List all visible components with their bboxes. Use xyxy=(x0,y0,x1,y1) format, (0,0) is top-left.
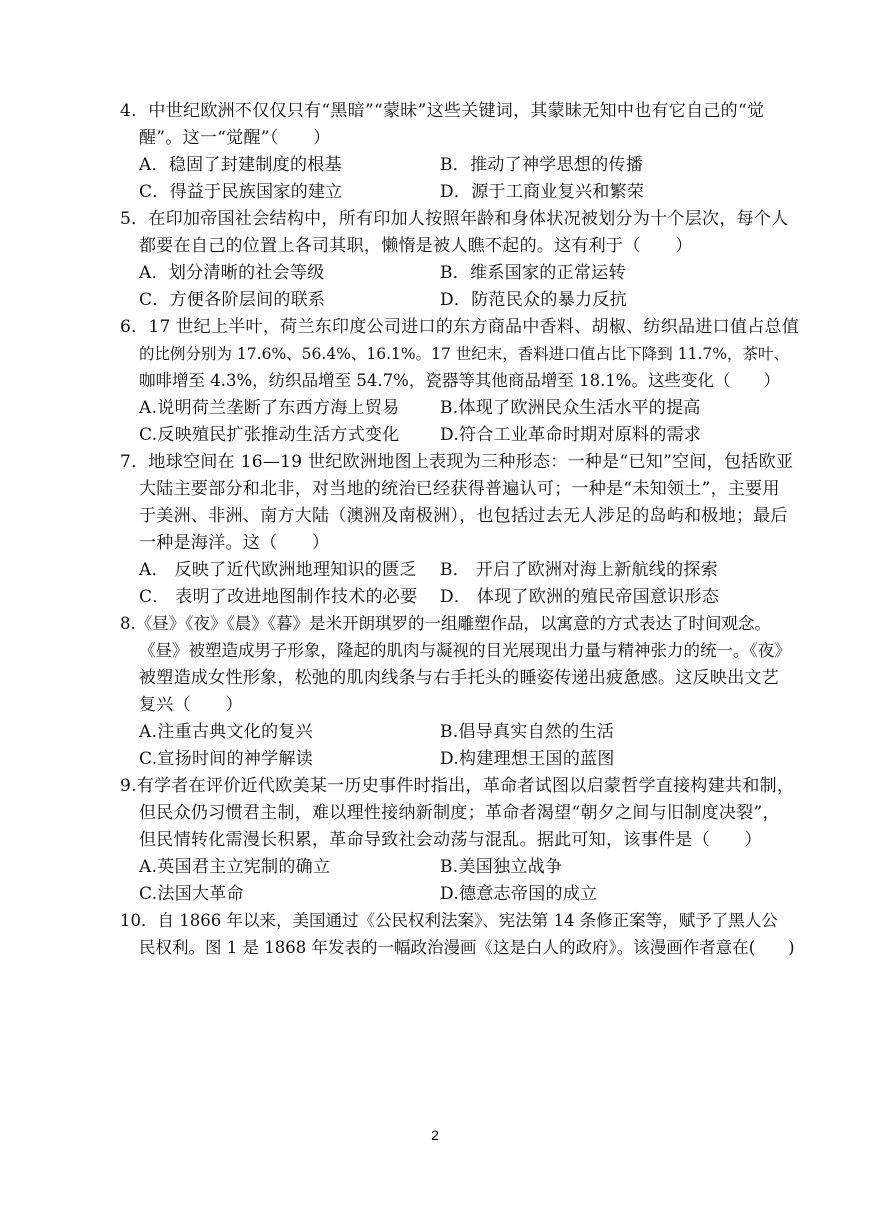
question-8-line-3: 被塑造成女性形象，松弛的肌肉线条与右手托头的睡姿传递出疲惫感。这反映出文艺 xyxy=(139,668,780,688)
question-8-line-1: 8.《昼》《夜》《晨》《暮》是米开朗琪罗的一组雕塑作品，以寓意的方式表达了时间观念。 xyxy=(120,614,771,633)
question-4-option-d: D．源于工商业复兴和繁荣 xyxy=(440,182,645,202)
question-9-line-1: 9.有学者在评价近代欧美某一历史事件时指出，革命者试图以启蒙哲学直接构建共和制， xyxy=(120,776,795,796)
question-9-option-d: D.德意志帝国的成立 xyxy=(440,884,598,904)
question-7-line-2: 大陆主要部分和北非，对当地的统治已经获得普遍认可；一种是“未知领土”，主要用 xyxy=(139,479,780,499)
question-7-line-1: 7．地球空间在 16—19 世纪欧洲地图上表现为三种形态：一种是“已知”空间，包括欧亚 xyxy=(120,452,794,472)
question-10-line-2: 民权利。图 1 是 1868 年发表的一幅政治漫画《这是白人的政府》。该漫画作者意在( ) xyxy=(139,938,795,957)
question-7-option-d: D． 体现了欧洲的殖民帝国意识形态 xyxy=(440,587,720,607)
question-9-line-3: 但民情转化需漫长积累，革命导致社会动荡与混乱。据此可知，该事件是（ ） xyxy=(139,830,762,850)
question-9-option-a: A.英国君主立宪制的确立 xyxy=(139,857,331,877)
question-6-option-a: A.说明荷兰垄断了东西方海上贸易 xyxy=(139,398,400,418)
question-5-option-d: D．防范民众的暴力反抗 xyxy=(440,290,627,310)
question-8-line-2: 《昼》被塑造成男子形象，隆起的肌肉与凝视的目光展现出力量与精神张力的统一。《夜》 xyxy=(139,641,791,660)
question-5-line-1: 5．在印加帝国社会结构中，所有印加人按照年龄和身体状况被划分为十个层次，每个人 xyxy=(120,209,789,229)
question-9-option-c: C.法国大革命 xyxy=(139,884,244,904)
question-9-line-2: 但民众仍习惯君主制，难以理性接纳新制度；革命者渴望“朝夕之间与旧制度决裂”， xyxy=(139,803,780,823)
question-8-option-c: C.宣扬时间的神学解读 xyxy=(139,749,314,769)
question-7-option-c: C． 表明了改进地图制作技术的必要 xyxy=(139,587,418,607)
question-7-line-4: 一种是海洋。这（ ） xyxy=(139,533,330,553)
question-5-option-a: A．划分清晰的社会等级 xyxy=(139,263,325,283)
question-6-line-2: 的比例分别为 17.6%、56.4%、16.1%。17 世纪末，香料进口值占比下降到 11.7%，茶叶、 xyxy=(139,345,789,363)
question-8-option-d: D.构建理想王国的蓝图 xyxy=(440,749,615,769)
question-8-option-b: B.倡导真实自然的生活 xyxy=(440,722,615,742)
question-6-option-b: B.体现了欧洲民众生活水平的提高 xyxy=(440,398,701,418)
page-number: 2 xyxy=(431,1127,439,1143)
question-5-line-2: 都要在自己的位置上各司其职，懒惰是被人瞧不起的。这有利于（ ） xyxy=(139,236,693,256)
question-6-option-c: C.反映殖民扩张推动生活方式变化 xyxy=(139,425,400,445)
question-4-line-1: 4．中世纪欧洲不仅仅只有“黑暗”“蒙昧”这些关键词，其蒙昧无知中也有它自己的“觉 xyxy=(120,101,765,121)
question-7-option-a: A． 反映了近代欧洲地理知识的匮乏 xyxy=(139,560,417,580)
question-7-line-3: 于美洲、非洲、南方大陆（澳洲及南极洲），也包括过去无人涉足的岛屿和极地；最后 xyxy=(139,506,788,526)
question-6-line-1: 6．17 世纪上半叶，荷兰东印度公司进口的东方商品中香料、胡椒、纺织品进口值占总值 xyxy=(120,317,800,337)
question-4-option-b: B．推动了神学思想的传播 xyxy=(440,155,644,175)
question-10-line-1: 10．自 1866 年以来，美国通过《公民权利法案》、宪法第 14 条修正案等，赋予了黑人公 xyxy=(120,911,778,930)
question-8-option-a: A.注重古典文化的复兴 xyxy=(139,722,313,742)
question-4-option-c: C．得益于民族国家的建立 xyxy=(139,182,343,202)
question-8-line-4: 复兴（ ） xyxy=(139,695,243,715)
question-7-option-b: B． 开启了欧洲对海上新航线的探索 xyxy=(440,560,718,580)
question-4-option-a: A．稳固了封建制度的根基 xyxy=(139,155,342,175)
question-5-option-c: C．方便各阶层间的联系 xyxy=(139,290,326,310)
question-6-line-3: 咖啡增至 4.3%，纺织品增至 54.7%，瓷器等其他商品增至 18.1%。这些变化（ ） xyxy=(139,371,780,390)
question-5-option-b: B．维系国家的正常运转 xyxy=(440,263,626,283)
question-4-line-2: 醒”。这一“觉醒”（ ） xyxy=(139,128,331,148)
question-9-option-b: B.美国独立战争 xyxy=(440,857,563,877)
question-6-option-d: D.符合工业革命时期对原料的需求 xyxy=(440,425,702,445)
